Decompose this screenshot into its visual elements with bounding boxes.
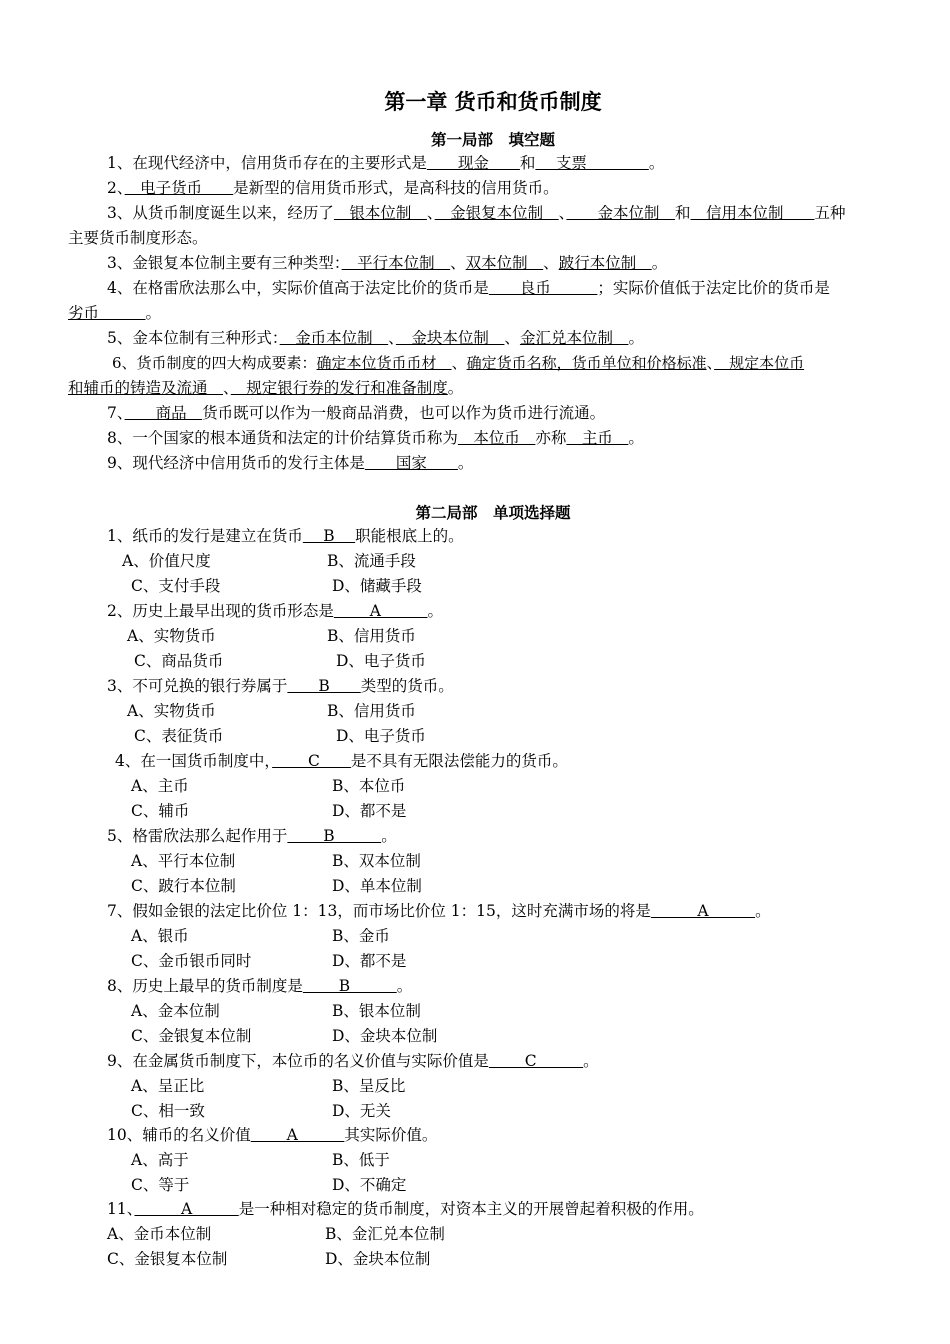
option-d: D、无关 — [332, 1102, 391, 1120]
answer-blank: A — [250, 1126, 345, 1144]
option-d: D、金块本位制 — [325, 1250, 431, 1268]
answer-blank: A — [134, 1200, 239, 1218]
option-a: A、金币本位制 — [107, 1225, 212, 1243]
option-c: C、相一致 — [131, 1102, 205, 1120]
option-d: D、金块本位制 — [332, 1027, 438, 1045]
choice-question: 11、 A 是一种相对稳定的货币制度，对资本主义的开展曾起着积极的作用。 — [107, 1200, 704, 1218]
answer-blank: 国家 — [364, 454, 458, 472]
option-b: B、呈反比 — [332, 1077, 406, 1095]
option-a: A、高于 — [131, 1151, 189, 1169]
fill-question-7-cont: 和辅币的铸造及流通 、 规定银行券的发行和准备制度。 — [68, 379, 464, 397]
answer-blank: 确定本位货币币材 — [316, 354, 452, 372]
choice-question: 10、辅币的名义价值 A 其实际价值。 — [107, 1126, 438, 1144]
choice-question: 8、历史上最早的货币制度是 B 。 — [107, 977, 413, 995]
option-a: A、实物货币 — [127, 627, 216, 645]
fill-question-5: 4、在格雷欣法那么中，实际价值高于法定比价的货币是 良币 ；实际价值低于法定比价的货币是 — [107, 279, 830, 297]
fill-question-8: 7、 商品 货币既可以作为一般商品消费，也可以作为货币进行流通。 — [107, 404, 606, 422]
answer-blank: 信用本位制 — [690, 204, 815, 222]
option-b: B、流通手段 — [327, 552, 416, 570]
answer-blank: 金本位制 — [566, 204, 675, 222]
choice-question: 7、假如金银的法定比价位 1：13，而市场比价位 1：15，这时充满市场的将是 A 。 — [107, 902, 771, 920]
answer-blank: 确定货币名称，货币单位和价格标准 — [466, 354, 707, 372]
answer-blank: A — [333, 602, 428, 620]
option-a: A、实物货币 — [127, 702, 216, 720]
answer-blank: 规定银行券的发行和准备制度 — [230, 379, 448, 397]
chapter-title: 第一章 货币和货币制度 — [384, 90, 602, 114]
option-b: B、双本位制 — [332, 852, 421, 870]
choice-question: 9、在金属货币制度下，本位币的名义价值与实际价值是 C 。 — [107, 1052, 599, 1070]
fill-question-2: 2、 电子货币 是新型的信用货币形式，是高科技的信用货币。 — [107, 179, 559, 197]
option-d: D、都不是 — [332, 802, 407, 820]
option-d: D、电子货币 — [336, 652, 426, 670]
answer-blank: 商品 — [124, 404, 203, 422]
fill-question-3: 3、从货币制度诞生以来，经历了 银本位制 、 金银复本位制 、 金本位制 和 信用本位制 五种 — [107, 204, 846, 222]
option-b: B、银本位制 — [332, 1002, 421, 1020]
option-a: A、金本位制 — [131, 1002, 220, 1020]
option-b: B、低于 — [332, 1151, 390, 1169]
answer-blank: B — [287, 827, 382, 845]
answer-blank: B — [302, 527, 356, 545]
option-b: B、金币 — [332, 927, 390, 945]
choice-question: 1、纸币的发行是建立在货币 B 职能根底上的。 — [107, 527, 464, 545]
answer-blank: 现金 — [426, 154, 520, 172]
fill-question-6: 5、金本位制有三种形式： 金币本位制 、 金块本位制 、金汇兑本位制 。 — [107, 329, 644, 347]
option-d: D、都不是 — [332, 952, 407, 970]
option-c: C、金银复本位制 — [107, 1250, 228, 1268]
option-c: C、商品货币 — [134, 652, 224, 670]
answer-blank: B — [287, 677, 361, 695]
option-a: A、银币 — [131, 927, 189, 945]
choice-question: 2、历史上最早出现的货币形态是 A 。 — [107, 602, 444, 620]
option-b: B、金汇兑本位制 — [325, 1225, 445, 1243]
fill-question-9: 8、一个国家的根本通货和法定的计价结算货币称为 本位币 亦称 主币 。 — [107, 429, 644, 447]
answer-blank: 金银复本位制 — [434, 204, 559, 222]
fill-question-1: 1、在现代经济中，信用货币存在的主要形式是 现金 和 支票 。 — [107, 154, 665, 172]
fill-question-7: 6、货币制度的四大构成要素：确定本位货币币材 、确定货币名称，货币单位和价格标准、 规定本位币 — [112, 354, 805, 372]
answer-blank: 银本位制 — [333, 204, 427, 222]
answer-blank: 金汇兑本位制 — [519, 329, 629, 347]
fill-question-4: 3、金银复本位制主要有三种类型： 平行本位制 、双本位制 、跛行本位制 。 — [107, 254, 668, 272]
fill-question-10: 9、现代经济中信用货币的发行主体是 国家 。 — [107, 454, 474, 472]
option-d: D、不确定 — [332, 1176, 407, 1194]
option-a: A、价值尺度 — [122, 552, 211, 570]
option-c: C、金银复本位制 — [131, 1027, 252, 1045]
option-c: C、支付手段 — [131, 577, 221, 595]
answer-blank: B — [302, 977, 397, 995]
choice-question: 5、格雷欣法那么起作用于 B 。 — [107, 827, 397, 845]
answer-blank: A — [650, 902, 756, 920]
answer-blank: 主币 — [566, 429, 629, 447]
answer-blank: 本位币 — [457, 429, 536, 447]
option-b: B、信用货币 — [327, 702, 416, 720]
option-b: B、本位币 — [332, 777, 406, 795]
option-c: C、金币银币同时 — [131, 952, 252, 970]
answer-blank: 和辅币的铸造及流通 — [68, 379, 224, 397]
fill-question-5-cont: 劣币 。 — [68, 304, 162, 322]
option-a: A、平行本位制 — [131, 852, 236, 870]
part1-heading: 第一局部 填空题 — [430, 131, 555, 149]
option-c: C、跛行本位制 — [131, 877, 236, 895]
answer-blank: C — [488, 1052, 584, 1070]
answer-blank: 电子货币 — [124, 179, 234, 197]
answer-blank: 规定本位币 — [714, 354, 805, 372]
option-c: C、辅币 — [131, 802, 190, 820]
answer-blank: 跛行本位制 — [558, 254, 652, 272]
choice-question: 4、在一国货币制度中， C 是不具有无限法偿能力的货币。 — [115, 752, 568, 770]
option-c: C、等于 — [131, 1176, 190, 1194]
answer-blank: 劣币 — [68, 304, 146, 322]
fill-question-3-cont: 主要货币制度形态。 — [68, 229, 208, 247]
answer-blank: 平行本位制 — [341, 254, 451, 272]
option-a: A、主币 — [131, 777, 189, 795]
option-a: A、呈正比 — [131, 1077, 205, 1095]
answer-blank: 金币本位制 — [279, 329, 389, 347]
answer-blank: 支票 — [535, 154, 649, 172]
option-d: D、储藏手段 — [332, 577, 422, 595]
answer-blank: 金块本位制 — [395, 329, 505, 347]
answer-blank: C — [272, 752, 351, 770]
option-c: C、表征货币 — [134, 727, 224, 745]
answer-blank: 良币 — [488, 279, 598, 297]
option-d: D、单本位制 — [332, 877, 422, 895]
choice-question: 3、不可兑换的银行券属于 B 类型的货币。 — [107, 677, 454, 695]
option-d: D、电子货币 — [336, 727, 426, 745]
option-b: B、信用货币 — [327, 627, 416, 645]
answer-blank: 双本位制 — [465, 254, 544, 272]
part2-heading: 第二局部 单项选择题 — [415, 504, 571, 522]
